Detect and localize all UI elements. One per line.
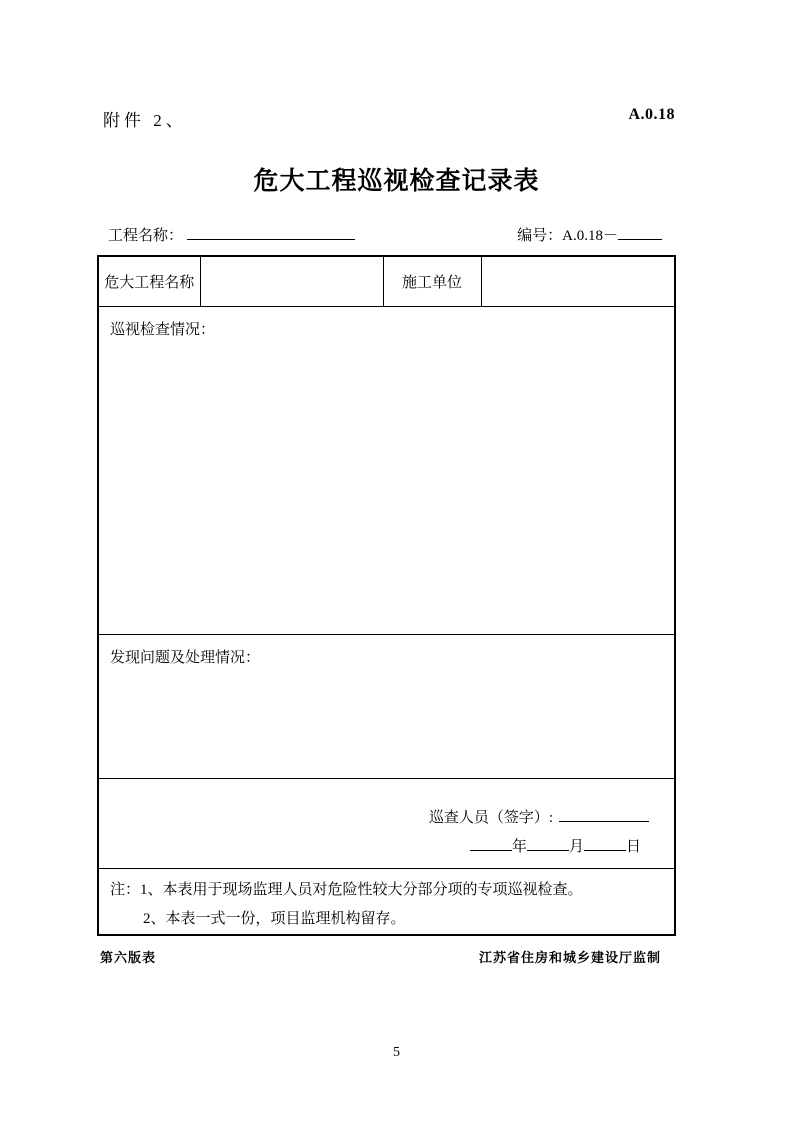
note-line-2 bbox=[110, 905, 664, 934]
form-title: 危大工程巡视检查记录表 bbox=[253, 167, 540, 195]
top-row bbox=[103, 106, 675, 131]
footer-row bbox=[100, 947, 661, 966]
problems-handling-cell bbox=[98, 634, 675, 778]
date-month-blank bbox=[527, 836, 569, 851]
table-row-inspection bbox=[98, 306, 675, 634]
signature-line bbox=[99, 806, 649, 827]
project-name-field bbox=[108, 224, 355, 245]
table-row-header bbox=[98, 256, 675, 306]
issuer-label: 江苏省住房和城乡建设厅监制 bbox=[478, 950, 661, 965]
project-name-blank bbox=[187, 225, 355, 240]
attachment-label: 附件 2、 bbox=[103, 111, 187, 130]
inspection-situation-cell bbox=[98, 306, 675, 634]
inspection-record-table bbox=[97, 255, 676, 936]
date-day-blank bbox=[584, 836, 626, 851]
date-year-blank bbox=[470, 836, 512, 851]
table-row-notes bbox=[98, 868, 675, 935]
note-line-1 bbox=[110, 876, 664, 905]
notes-cell bbox=[98, 868, 675, 935]
signature-cell bbox=[98, 778, 675, 868]
danger-project-name-label: 危大工程名称 bbox=[98, 256, 200, 306]
date-month-label: 月 bbox=[568, 838, 584, 855]
date-day-label: 日 bbox=[625, 838, 641, 855]
serial-number-label: 编号：A.0.18－ bbox=[517, 228, 618, 244]
construction-unit-value-cell bbox=[481, 256, 675, 306]
serial-number-blank bbox=[618, 225, 662, 240]
inspector-sign-label: 巡查人员（签字）: bbox=[428, 809, 553, 826]
danger-project-name-value-cell bbox=[200, 256, 383, 306]
construction-unit-label: 施工单位 bbox=[383, 256, 481, 306]
meta-row bbox=[108, 224, 662, 245]
table-row-problems bbox=[98, 634, 675, 778]
serial-number-field bbox=[517, 224, 662, 245]
inspector-sign-blank bbox=[559, 807, 649, 822]
form-code: A.0.18 bbox=[628, 106, 675, 123]
page-number: 5 bbox=[393, 1045, 400, 1060]
date-year-label: 年 bbox=[511, 838, 527, 855]
notes-prefix: 注： bbox=[110, 881, 141, 898]
project-name-label: 工程名称： bbox=[108, 228, 184, 244]
note-item-1: 1、本表用于现场监理人员对危险性较大分部分项的专项巡视检查。 bbox=[140, 881, 583, 898]
edition-label: 第六版表 bbox=[100, 950, 157, 965]
inspection-situation-label: 巡视检查情况： bbox=[110, 321, 216, 338]
note-item-2: 2、本表一式一份，项目监理机构留存。 bbox=[143, 910, 406, 927]
problems-handling-label: 发现问题及处理情况： bbox=[110, 649, 261, 666]
date-line bbox=[99, 835, 641, 856]
table-row-signature bbox=[98, 778, 675, 868]
